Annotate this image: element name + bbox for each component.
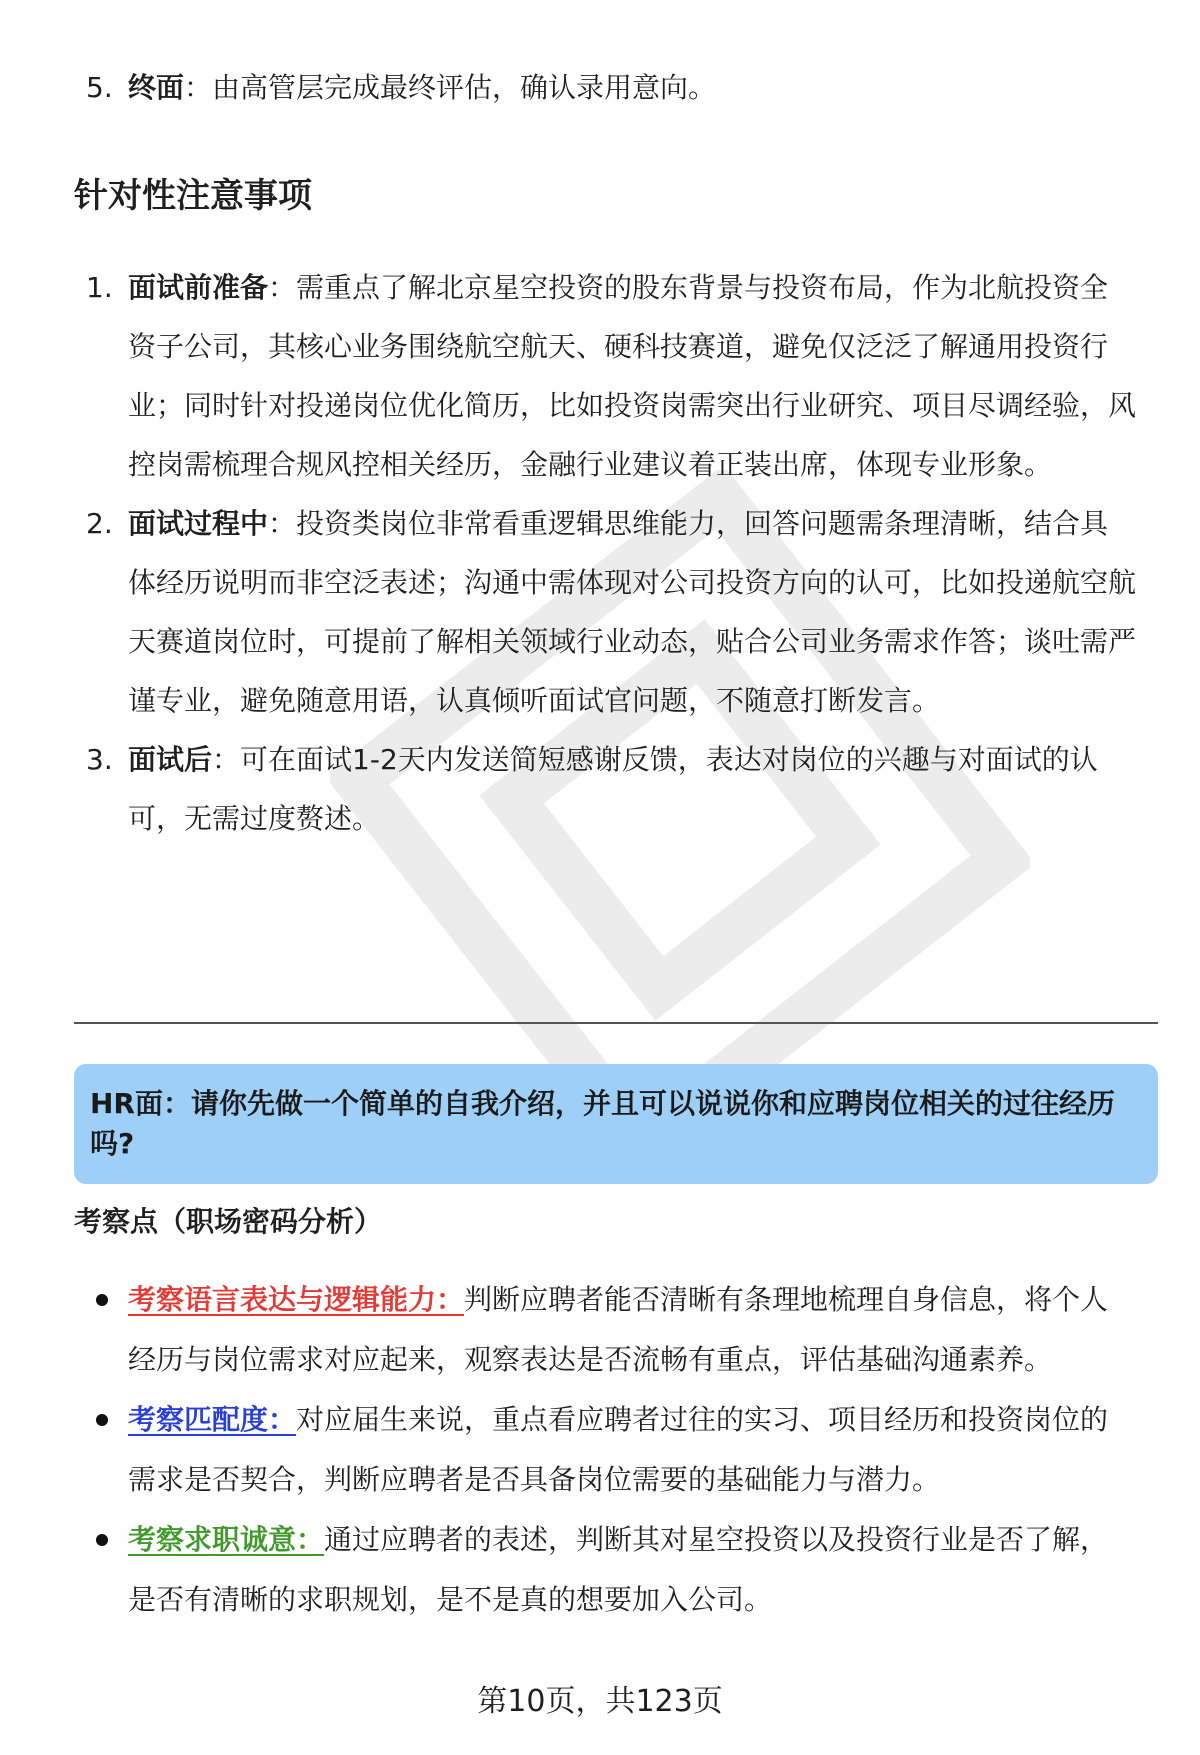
- note-separator: ：: [212, 743, 241, 776]
- note-label: 面试前准备: [128, 271, 269, 304]
- interview-step-list: [0, 58, 1200, 117]
- bullet-dot-icon: [96, 1414, 108, 1426]
- question-text: HR面：请你先做一个简单的自我介绍，并且可以说说你和应聘岗位相关的过往经历吗?: [90, 1087, 1115, 1160]
- analysis-title: 考察点（职场密码分析）: [74, 1205, 383, 1238]
- item-separator: ：: [184, 71, 213, 104]
- list-number: 2.: [86, 507, 113, 540]
- item-text: 由高管层完成最终评估，确认录用意向。: [212, 71, 717, 104]
- point-label-match: 考察匹配度：: [128, 1403, 297, 1436]
- notes-list: [0, 258, 1200, 848]
- list-number: 5.: [86, 71, 113, 104]
- note-item: [0, 730, 1200, 848]
- list-number: 1.: [86, 271, 113, 304]
- page-number: 第10页，共123页: [477, 1684, 723, 1719]
- point-text: 判断应聘者能否清晰有条理地梳理自身信息，将个人经历与岗位需求对应起来，观察表达是否流畅有重点，评估基础沟通素养。: [128, 1283, 1109, 1376]
- point-label-language: 考察语言表达与逻辑能力：: [128, 1283, 465, 1316]
- note-item: [0, 494, 1200, 730]
- note-text: 可在面试1-2天内发送简短感谢反馈，表达对岗位的兴趣与对面试的认可，无需过度赘述。: [128, 743, 1098, 835]
- note-label: 面试后: [128, 743, 213, 776]
- list-number: 3.: [86, 743, 113, 776]
- note-item: [0, 258, 1200, 494]
- point-text: 对应届生来说，重点看应聘者过往的实习、项目经历和投资岗位的需求是否契合，判断应聘者是否具备岗位需要的基础能力与潜力。: [128, 1403, 1109, 1496]
- bullet-dot-icon: [96, 1534, 108, 1546]
- point-label-sincerity: 考察求职诚意：: [128, 1523, 325, 1556]
- analysis-point: [0, 1510, 1200, 1630]
- analysis-point: [0, 1390, 1200, 1510]
- interview-step-item: [0, 58, 1200, 117]
- note-text: 投资类岗位非常看重逻辑思维能力，回答问题需条理清晰，结合具体经历说明而非空泛表述；沟通中需体现对公司投资方向的认可，比如投递航空航天赛道岗位时，可提前了解相关领域行业动态，贴合公司业务需求作答；谈吐需严谨专业，避免随意用语，认真倾听面试官问题，不随意打断发言。: [128, 507, 1137, 717]
- item-label: 终面: [128, 71, 185, 104]
- note-text: 需重点了解北京星空投资的股东背景与投资布局，作为北航投资全资子公司，其核心业务围绕航空航天、硬科技赛道，避免仅泛泛了解通用投资行业；同时针对投递岗位优化简历，比如投资岗需突出行业研究、项目尽调经验，风控岗需梳理合规风控相关经历，金融行业建议着正装出席，体现专业形象。: [128, 271, 1137, 481]
- point-text: 通过应聘者的表述，判断其对星空投资以及投资行业是否了解，是否有清晰的求职规划，是不是真的想要加入公司。: [128, 1523, 1109, 1616]
- note-separator: ：: [268, 507, 297, 540]
- analysis-point: [0, 1270, 1200, 1390]
- analysis-point-list: [0, 1270, 1200, 1630]
- question-box: [74, 1064, 1158, 1184]
- section-divider: [74, 1022, 1158, 1024]
- section-title: 针对性注意事项: [74, 176, 312, 216]
- note-label: 面试过程中: [128, 507, 269, 540]
- bullet-dot-icon: [96, 1294, 108, 1306]
- note-separator: ：: [268, 271, 297, 304]
